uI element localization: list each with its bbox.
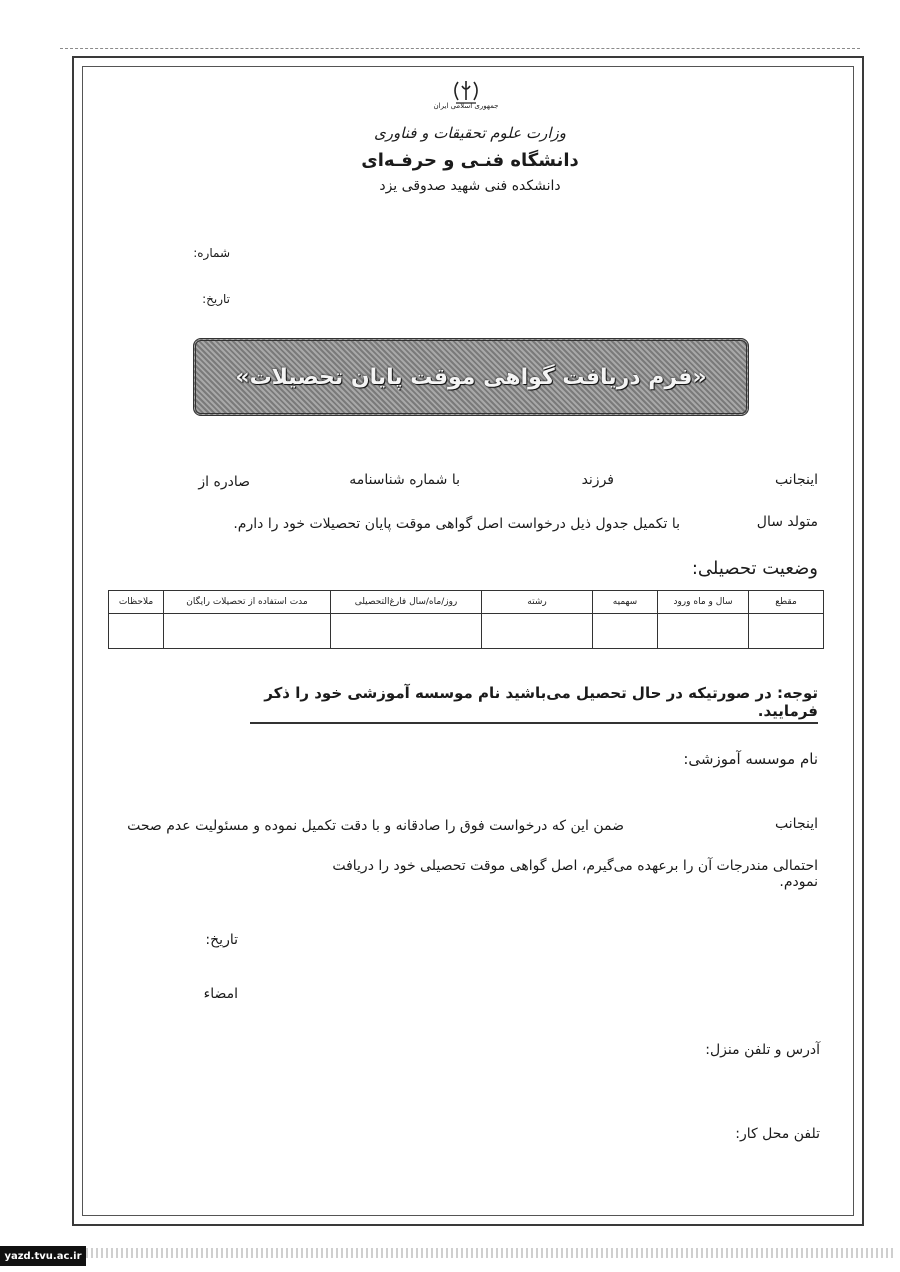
cell-entry-date[interactable] — [658, 614, 749, 649]
declaration-line-2: احتمالی مندرجات آن را برعهده می‌گیرم، اصل گواهی موقت تحصیلی خود را دریافت نمودم. — [332, 858, 818, 890]
footer-noise-strip — [86, 1248, 896, 1258]
cell-quota[interactable] — [593, 614, 658, 649]
cell-field[interactable] — [482, 614, 593, 649]
cell-remarks[interactable] — [109, 614, 164, 649]
request-statement: با تکمیل جدول ذیل درخواست اصل گواهی موقت پایان تحصیلات خود را دارم. — [233, 516, 680, 532]
college-name: دانشکده فنی شهید صدوقی یزد — [379, 178, 561, 194]
cell-free-education-period[interactable] — [164, 614, 331, 649]
signature-date-label: تاریخ: — [205, 932, 238, 948]
university-name: دانشگاه فنـی و حرفـه‌ای — [361, 150, 579, 171]
birth-year-label: متولد سال — [756, 514, 818, 530]
col-entry-date: سال و ماه ورود — [658, 591, 749, 614]
site-url: yazd.tvu.ac.ir — [4, 1250, 82, 1262]
table-header-row — [109, 591, 824, 614]
institution-label: نام موسسه آموزشی: — [683, 750, 818, 768]
issued-from-label: صادره از — [198, 474, 250, 490]
col-remarks: ملاحظات — [109, 591, 164, 614]
form-title: «فرم دریافت گواهی موقت پایان تحصیلات» — [235, 364, 707, 390]
work-phone-label: تلفن محل کار: — [735, 1126, 820, 1142]
education-status-table — [108, 590, 824, 649]
col-degree: مقطع — [749, 591, 824, 614]
home-address-phone-label: آدرس و تلفن منزل: — [705, 1042, 820, 1058]
child-of-label: فرزند — [581, 472, 614, 488]
id-number-label: با شماره شناسنامه — [349, 472, 460, 488]
col-field: رشته — [482, 591, 593, 614]
applicant-prefix: اینجانب — [775, 472, 818, 488]
site-footer-badge — [0, 1246, 86, 1266]
declaration-line-1: ضمن این که درخواست فوق را صادقانه و با دقت تکمیل نموده و مسئولیت عدم صحت — [127, 818, 624, 834]
emblem-caption: جمهوری اسلامی ایران — [433, 102, 499, 110]
col-graduation-date: روز/ماه/سال فارغ‌التحصیلی — [331, 591, 482, 614]
declaration-prefix: اینجانب — [775, 816, 818, 832]
col-quota: سهمیه — [593, 591, 658, 614]
cell-graduation-date[interactable] — [331, 614, 482, 649]
number-label: شماره: — [193, 246, 230, 260]
ministry-name: وزارت علوم تحقیقات و فناوری — [373, 124, 567, 142]
table-row — [109, 614, 824, 649]
education-status-heading: وضعیت تحصیلی: — [691, 558, 818, 579]
date-label: تاریخ: — [202, 292, 230, 306]
scan-edge-line — [60, 48, 860, 49]
signature-label: امضاء — [203, 986, 238, 1002]
cell-degree[interactable] — [749, 614, 824, 649]
note-text: توجه: در صورتیکه در حال تحصیل می‌باشید نام موسسه آموزشی خود را ذکر فرمایید. — [250, 684, 818, 724]
col-free-education-period: مدت استفاده از تحصیلات رایگان — [164, 591, 331, 614]
form-title-banner — [193, 338, 749, 416]
